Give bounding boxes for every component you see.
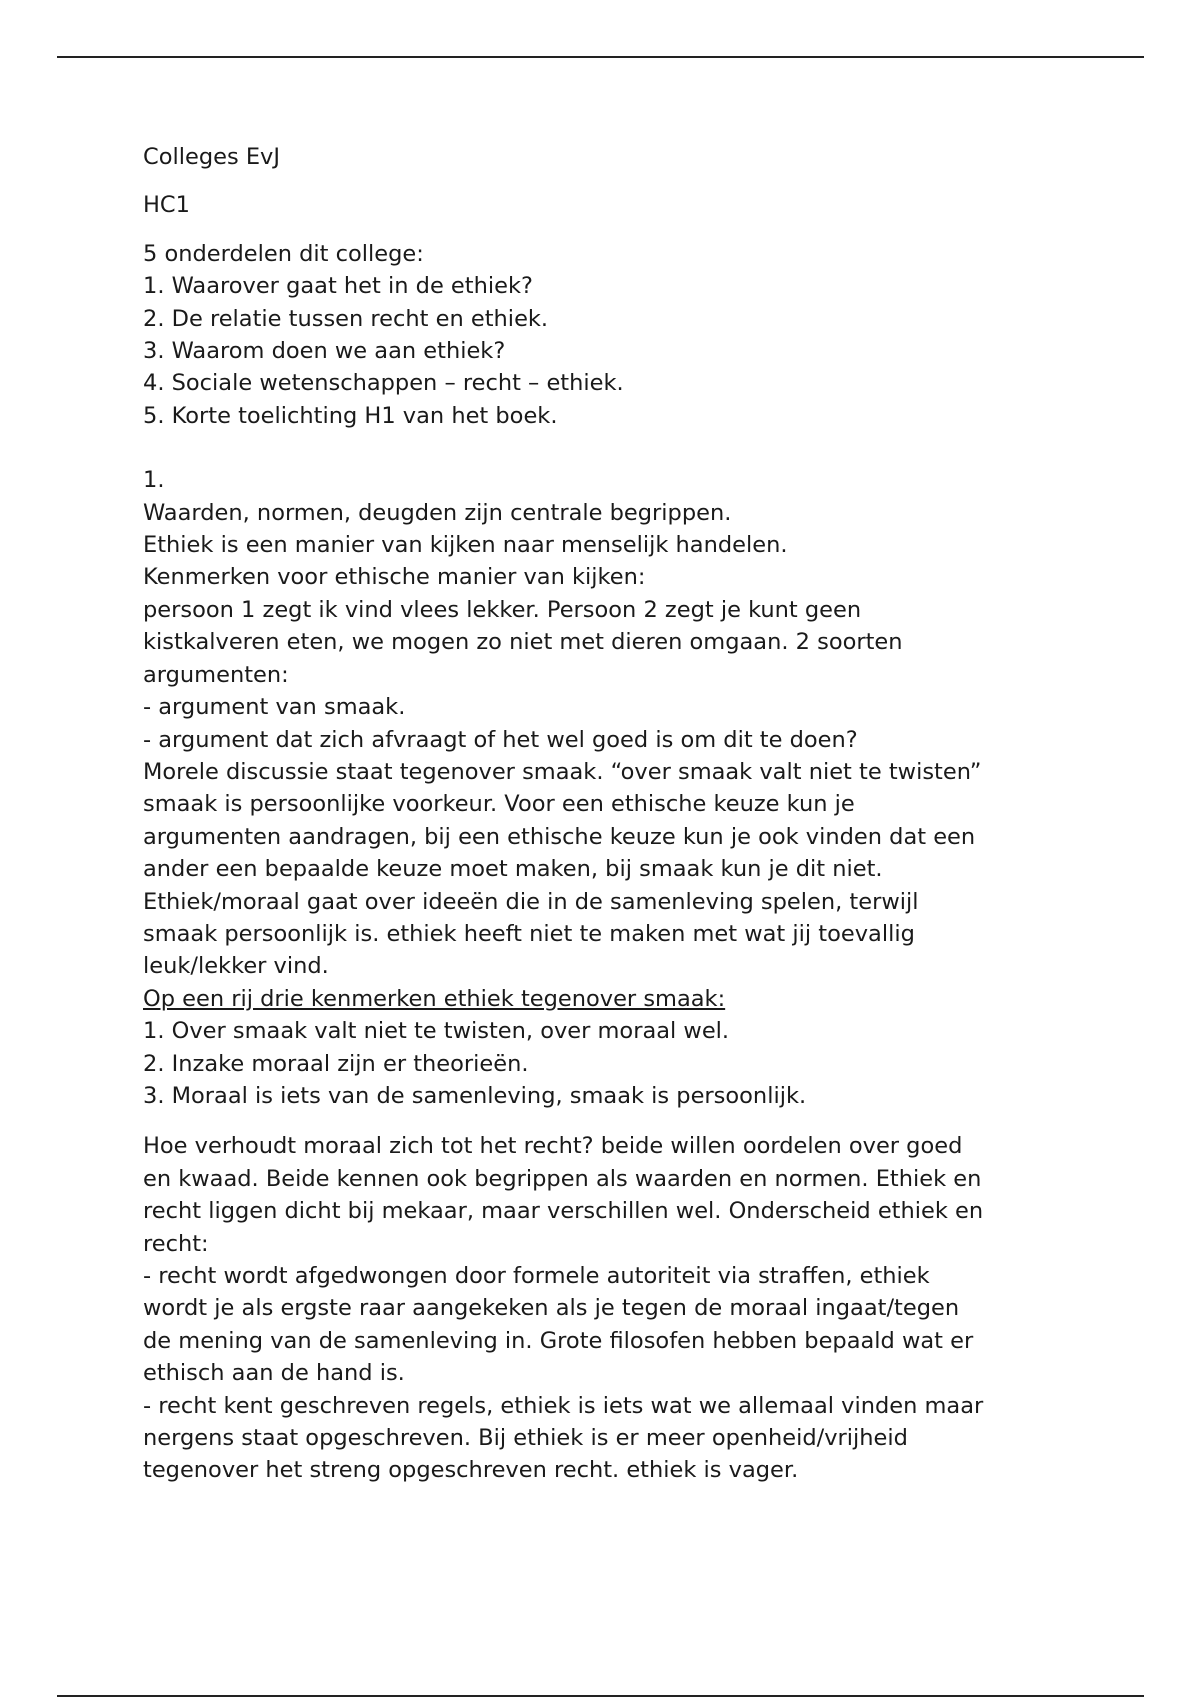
intro-item: 5. Korte toelichting H1 van het boek. [143, 402, 558, 429]
document-title: Colleges EvJ [143, 144, 280, 170]
document-body [143, 141, 1078, 1487]
footer-rule [57, 1695, 1144, 1697]
feature-item: 1. Over smaak valt niet te twisten, over moraal wel. [143, 1018, 730, 1045]
body-line: argumenten: [143, 661, 289, 688]
header-rule [57, 56, 1144, 58]
section-number: 1. [143, 467, 165, 494]
intro-item: 2. De relatie tussen recht en ethiek. [143, 305, 549, 332]
body-line: - argument dat zich afvraagt of het wel goed is om dit te doen? [143, 726, 858, 753]
body-line: wordt je als ergste raar aangekeken als je tegen de moraal ingaat/tegen [143, 1295, 960, 1322]
body-line: ethisch aan de hand is. [143, 1360, 405, 1387]
body-line: Kenmerken voor ethische manier van kijken: [143, 564, 646, 591]
body-line: argumenten aandragen, bij een ethische keuze kun je ook vinden dat een [143, 823, 976, 850]
body-line: recht: [143, 1230, 209, 1257]
body-line: - argument van smaak. [143, 694, 406, 721]
body-line: Waarden, normen, deugden zijn centrale begrippen. [143, 499, 732, 526]
body-line: en kwaad. Beide kennen ook begrippen als waarden en normen. Ethiek en [143, 1165, 982, 1192]
body-line: ander een bepaalde keuze moet maken, bij smaak kun je dit niet. [143, 856, 883, 883]
section-2 [143, 1130, 1078, 1486]
body-line: tegenover het streng opgeschreven recht. ethiek is vager. [143, 1457, 799, 1484]
feature-item: 2. Inzake moraal zijn er theorieën. [143, 1050, 529, 1077]
body-line: persoon 1 zegt ik vind vlees lekker. Persoon 2 zegt je kunt geen [143, 596, 862, 623]
body-line: smaak is persoonlijke voorkeur. Voor een ethische keuze kun je [143, 791, 855, 818]
body-line: de mening van de samenleving in. Grote filosofen hebben bepaald wat er [143, 1327, 974, 1354]
body-line: Ethiek/moraal gaat over ideeën die in de samenleving spelen, terwijl [143, 888, 919, 915]
body-line: Hoe verhoudt moraal zich tot het recht? beide willen oordelen over goed [143, 1133, 963, 1160]
intro-heading: 5 onderdelen dit college: [143, 240, 424, 267]
body-line: smaak persoonlijk is. ethiek heeft niet te maken met wat jij toevallig [143, 920, 915, 947]
body-line: - recht kent geschreven regels, ethiek is iets wat we allemaal vinden maar [143, 1392, 984, 1419]
intro-item: 3. Waarom doen we aan ethiek? [143, 338, 506, 365]
body-line: nergens staat opgeschreven. Bij ethiek is er meer openheid/vrijheid [143, 1425, 908, 1452]
body-line: - recht wordt afgedwongen door formele autoriteit via straffen, ethiek [143, 1263, 930, 1289]
document-subtitle: HC1 [143, 192, 190, 219]
body-line: leuk/lekker vind. [143, 953, 329, 980]
body-line: Morele discussie staat tegenover smaak. “over smaak valt niet te twisten” [143, 758, 982, 785]
intro-list [143, 238, 1078, 432]
underlined-heading: Op een rij drie kenmerken ethiek tegenover smaak: [143, 985, 726, 1012]
intro-item: 1. Waarover gaat het in de ethiek? [143, 273, 533, 300]
intro-item: 4. Sociale wetenschappen – recht – ethiek. [143, 370, 624, 397]
body-line: Ethiek is een manier van kijken naar menselijk handelen. [143, 532, 788, 559]
feature-item: 3. Moraal is iets van de samenleving, smaak is persoonlijk. [143, 1082, 807, 1109]
body-line: recht liggen dicht bij mekaar, maar verschillen wel. Onderscheid ethiek en [143, 1198, 984, 1225]
body-line: kistkalveren eten, we mogen zo niet met dieren omgaan. 2 soorten [143, 629, 903, 656]
section-1 [143, 464, 1078, 1112]
